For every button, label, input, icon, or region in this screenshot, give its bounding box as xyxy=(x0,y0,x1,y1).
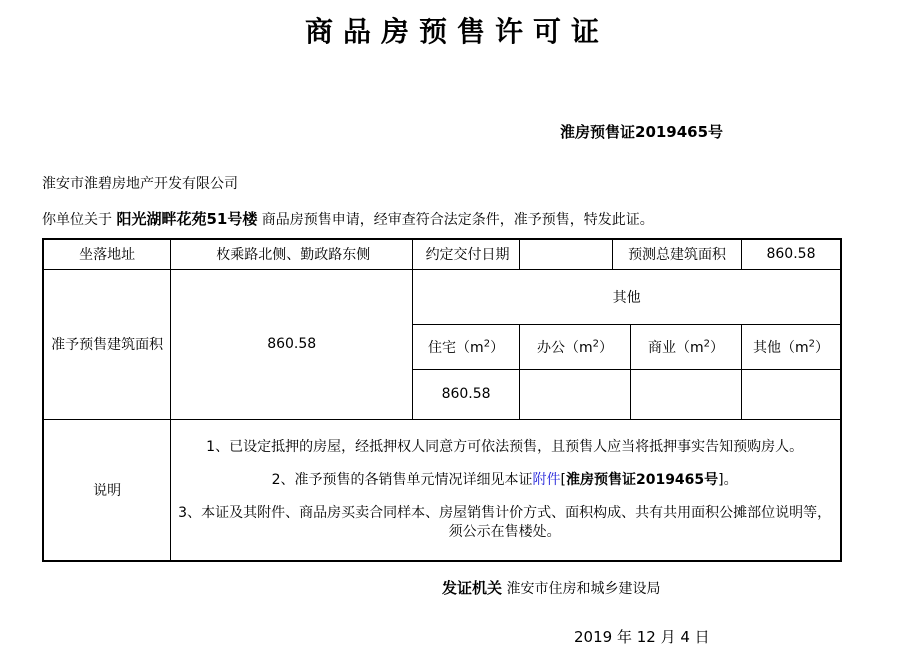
intro-suffix: 商品房预售申请，经审查符合法定条件，准予预售，特发此证。 xyxy=(261,212,654,228)
attachment-link[interactable]: 附件 xyxy=(532,472,561,489)
row-presale-area xyxy=(43,269,841,324)
certificate-number: 淮房预售证2019465号 xyxy=(560,123,724,141)
delivery-date-label: 约定交付日期 xyxy=(413,239,520,269)
document-title: 商品房预售许可证 xyxy=(304,15,609,48)
notes-content xyxy=(171,419,841,561)
total-area-label: 预测总建筑面积 xyxy=(613,239,742,269)
issuing-authority xyxy=(442,577,660,598)
col-other: 其他$(m^2)$ xyxy=(741,324,841,369)
value-office xyxy=(519,369,630,419)
issuer-name: 淮安市住房和城乡建设局 xyxy=(506,581,661,597)
note-1: 1、已设定抵押的房屋，经抵押权人同意方可依法预售，且预售人应当将抵押事实告知预购房人。 xyxy=(206,439,804,456)
col-commercial: 商业$(m^2)$ xyxy=(630,324,741,369)
value-residential: 860.58 xyxy=(413,369,520,419)
delivery-date-value xyxy=(519,239,612,269)
row-location xyxy=(43,239,841,269)
note-2: 2、准予预售的各销售单元情况详细见本证附件[淮房预售证2019465号]。 xyxy=(271,472,738,489)
value-other xyxy=(741,369,841,419)
location-value: 枚乘路北侧、勤政路东侧 xyxy=(171,239,413,269)
intro-prefix: 你单位关于 xyxy=(42,212,112,228)
total-area-value: 860.58 xyxy=(741,239,841,269)
col-office: 办公$(m^2)$ xyxy=(519,324,630,369)
project-name: 阳光湖畔花苑51号楼 xyxy=(116,210,258,228)
permit-table xyxy=(42,238,842,562)
issue-date: 2019 年 12 月 4 日 xyxy=(574,628,710,646)
notes-label: 说明 xyxy=(43,419,171,561)
note-2-cert-number: 淮房预售证2019465号 xyxy=(565,472,719,489)
col-residential: 住宅$(m^2)$ xyxy=(413,324,520,369)
presale-area-label: 准予预售建筑面积 xyxy=(43,269,171,419)
other-header: 其他 xyxy=(413,269,841,324)
issuer-label: 发证机关 xyxy=(442,579,503,597)
intro-sentence xyxy=(42,208,654,229)
row-notes xyxy=(43,419,841,561)
note-3: 3、本证及其附件、商品房买卖合同样本、房屋销售计价方式、面积构成、共有共用面积公摊部位说明等，须公示在售楼处。 xyxy=(178,505,832,541)
company-name: 淮安市淮碧房地产开发有限公司 xyxy=(42,176,238,192)
presale-area-value: 860.58 xyxy=(171,269,413,419)
value-commercial xyxy=(630,369,741,419)
location-label: 坐落地址 xyxy=(43,239,171,269)
